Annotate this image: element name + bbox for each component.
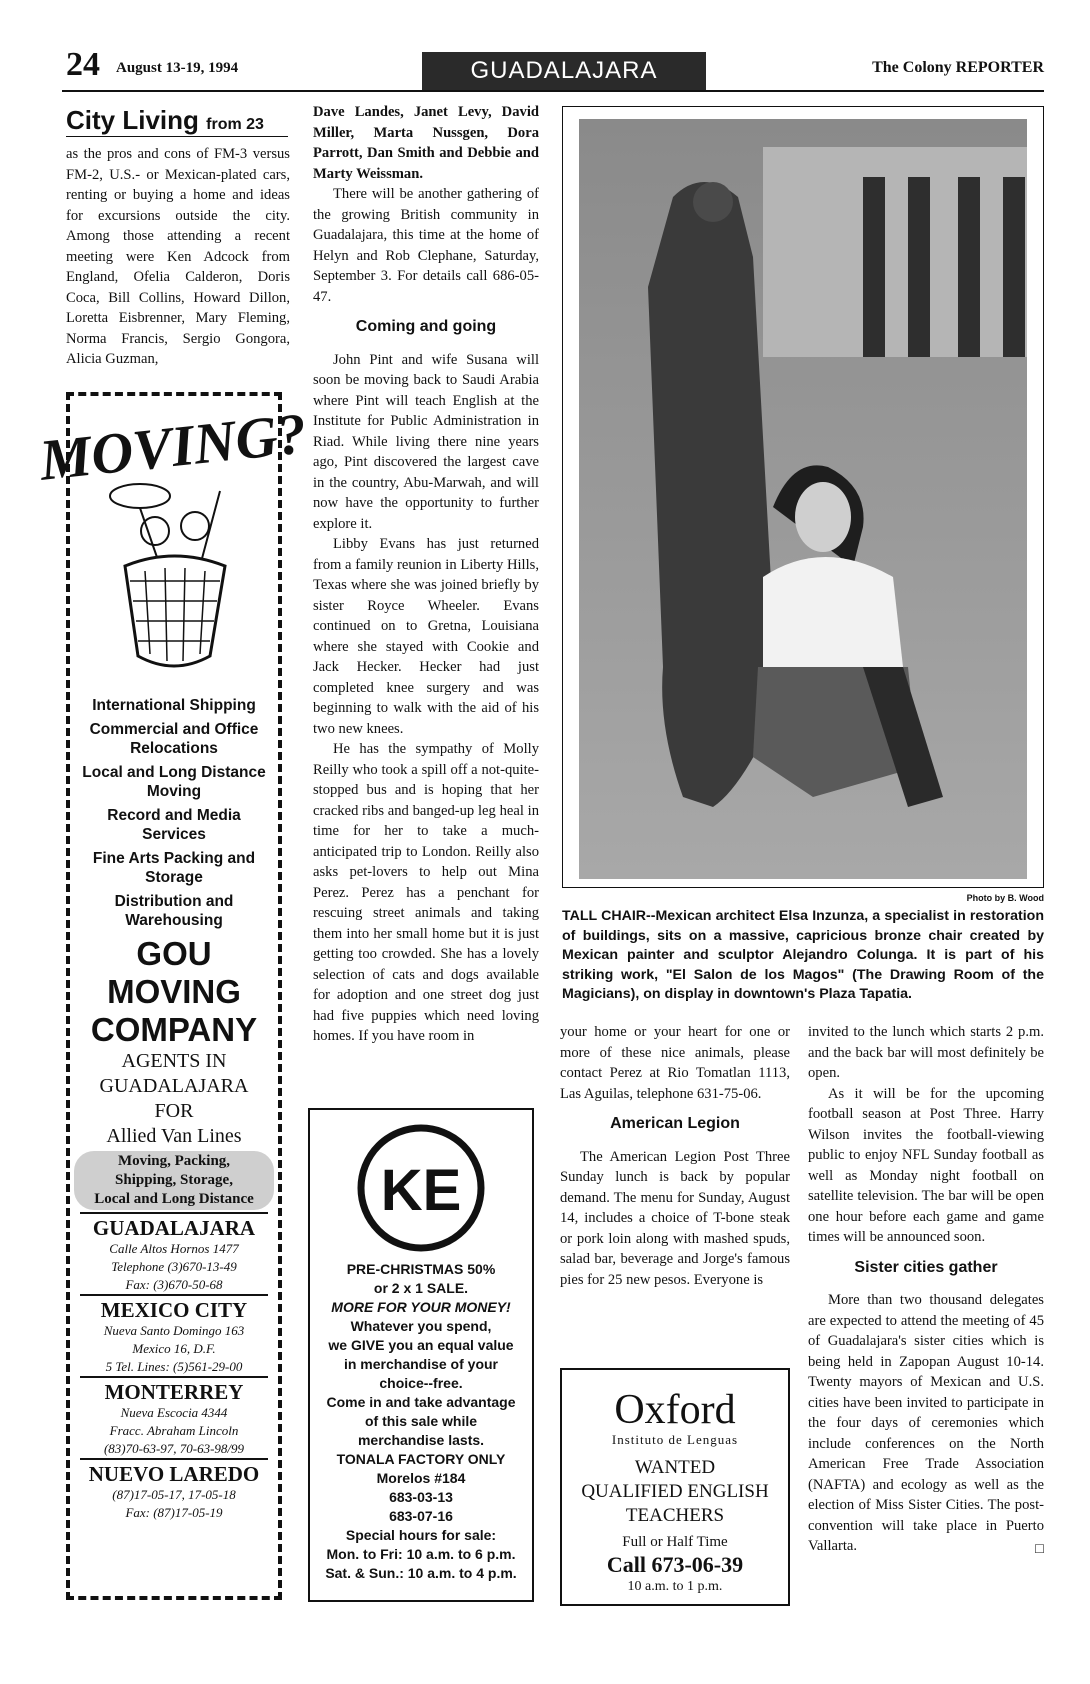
hours-line: 10 a.m. to 1 p.m. <box>627 1579 723 1594</box>
ke-logo-text: KE <box>380 1158 462 1223</box>
agents-line: AGENTS IN <box>121 1050 227 1072</box>
company-name: GOU <box>136 935 212 972</box>
header-rule <box>62 90 1044 92</box>
city-living-article <box>66 144 290 370</box>
article-paragraph: The American Legion Post Three Sunday lunch is back by popular demand. The menu for Sunday, August 14, includes a choice of T-bone steak or pork loin along with mashed spuds, salad bar, beverage and Jorge's famous pies for 25 new pesos. Everyone is <box>560 1148 790 1288</box>
moving-headline: MOVING? <box>36 400 310 493</box>
ad-line: 683-03-13 <box>389 1489 453 1505</box>
institute-name: Instituto de Lenguas <box>611 1432 739 1447</box>
office-line: Nueva Escocia 4344 <box>120 1405 228 1420</box>
agents-line: FOR <box>154 1100 194 1122</box>
subheading: Coming and going <box>355 318 497 335</box>
ke-logo <box>310 1110 532 1260</box>
ad-line: Come in and take advantage <box>326 1394 516 1410</box>
ad-line: TONALA FACTORY ONLY <box>336 1451 506 1467</box>
service-item: Fine Arts Packing and Storage <box>92 850 256 886</box>
article-paragraph: invited to the lunch which starts 2 p.m. and the back bar will most definitely be open. <box>808 1024 1044 1081</box>
time-line: Full or Half Time <box>622 1534 728 1550</box>
service-item: Record and Media Services <box>107 807 241 843</box>
ad-line: we GIVE you an equal value <box>328 1337 514 1353</box>
ad-line: MORE FOR YOUR MONEY! <box>331 1299 511 1315</box>
article-paragraph: your home or your heart for one or more of these nice animals, please contact Perez at Rio Tomatlan 1113, Las Aguilas, telephone 631-75-06. <box>560 1024 790 1102</box>
community-column <box>560 1022 790 1290</box>
article-paragraph: Dave Landes, Janet Levy, David Miller, Marta Nussgen, Dora Parrott, Dan Smith and Debbie and Marty Weissman. <box>313 104 539 182</box>
ad-line: 683-07-16 <box>389 1508 453 1524</box>
city-living-title: City Living <box>66 105 199 135</box>
ad-line: Whatever you spend, <box>350 1318 492 1334</box>
city-living-jump: from 23 <box>206 116 264 133</box>
ad-line: Mon. to Fri: 10 a.m. to 6 p.m. <box>326 1546 516 1562</box>
office-line: Calle Altos Hornos 1477 <box>109 1241 239 1256</box>
tagline-box <box>74 1151 274 1210</box>
office-city: GUADALAJARA <box>80 1212 268 1240</box>
company-name: COMPANY <box>90 1011 258 1048</box>
ke-sale-ad[interactable] <box>308 1108 534 1602</box>
oxford-institute-ad[interactable] <box>560 1368 790 1606</box>
moving-company-ad[interactable] <box>36 392 310 1600</box>
office-line: Nueva Santo Domingo 163 <box>103 1323 245 1338</box>
social-column <box>313 102 539 1047</box>
agents-line: GUADALAJARA <box>99 1075 249 1097</box>
article-paragraph: As it will be for the upcoming football season at Post Three. Harry Wilson invites the football-viewing public to enjoy NFL Sunday football as well as Monday night football on satellite television. The bar will be open one hour before each game and game times will be announced soon. <box>808 1085 1044 1245</box>
office-line: Fax: (87)17-05-19 <box>125 1505 223 1520</box>
ad-line: Sat. & Sun.: 10 a.m. to 4 p.m. <box>325 1565 517 1581</box>
photo-image <box>563 107 1043 887</box>
ad-line: or 2 x 1 SALE. <box>373 1280 469 1296</box>
moving-basket-illustration <box>36 396 310 696</box>
wanted-line: TEACHERS <box>625 1505 725 1526</box>
article-paragraph: John Pint and wife Susana will soon be moving back to Saudi Arabia where Pint will teach English at the Institute for Public Administration in Riad. While living there nine years ago, Pint discovered the largest cave in the country, Abu-Marwah, and will now have the opportunity to further explore it. <box>313 351 539 532</box>
ad-line: choice--free. <box>379 1375 463 1391</box>
office-line: (83)70-63-97, 70-63-98/99 <box>103 1441 245 1456</box>
service-item: Commercial and Office Relocations <box>89 721 259 757</box>
photo-credit: Photo by B. Wood <box>966 893 1044 903</box>
office-line: 5 Tel. Lines: (5)561-29-00 <box>105 1359 243 1374</box>
office-line: Mexico 16, D.F. <box>132 1341 216 1356</box>
wanted-line: WANTED <box>634 1457 716 1478</box>
tall-chair-photo <box>562 106 1044 888</box>
service-item: International Shipping <box>92 697 256 714</box>
events-column <box>808 1022 1044 1559</box>
issue-date: August 13-19, 1994 <box>116 60 239 76</box>
article-paragraph: More than two thousand delegates are expected to attend the meeting of 45 of Guadalajara's sister cities which is being held in Zapopan August 10-14. Twenty mayors of Mexican and U.S. cities have been invited to participate in the four days of ceremonies which include conferences on the North American Free Trade Association (NAFTA) and ecology as well as the election of Miss Sister Cities. The post-convention will take place in Puerto Vallarta. <box>808 1292 1044 1554</box>
ad-line: in merchandise of your <box>343 1356 499 1372</box>
page-number: 24 <box>66 46 100 83</box>
divider <box>66 136 288 137</box>
service-item: Local and Long Distance Moving <box>82 764 266 800</box>
article-paragraph: as the pros and cons of FM-3 versus FM-2, U.S.- or Mexican-plated cars, renting or buying a home and ideas for excursions outside the city. Among those attending a recent meeting were Ken Adcock from England, Ofelia Calderon, Doris Coca, Bill Collins, Howard Dillon, Loretta Eisbrenner, Mary Fleming, Norma Francis, Sergio Gongora, Alicia Guzman, <box>66 146 290 367</box>
article-paragraph: He has the sympathy of Molly Reilly who took a spill off a not-quite-stopped bus and is hoping that her cracked ribs and banged-up leg heal in time for her to take a much-anticipated trip to London. Reilly also asks pet-lovers to help out Mina Perez. Perez has a penchant for rescuing street animals and taking them into her small home but it is just getting too crowded. She has a lovely selection of cats and dogs available for adoption and one street dog just had five puppies which need loving homes. If you have room in <box>313 741 539 1044</box>
city-living-heading <box>66 105 264 136</box>
service-item: Distribution and Warehousing <box>114 893 234 929</box>
oxford-logo: Oxford <box>614 1387 736 1433</box>
office-city: MEXICO CITY <box>80 1294 268 1322</box>
office-line: Telephone (3)670-13-49 <box>111 1259 237 1274</box>
article-paragraph: There will be another gathering of the growing British community in Guadalajara, this time at the home of Helyn and Rob Clephane, Saturday, September 3. For details call 686-05-47. <box>313 186 539 305</box>
tagline-line: Local and Long Distance <box>94 1191 254 1207</box>
office-city: NUEVO LAREDO <box>80 1458 268 1486</box>
article-paragraph: Libby Evans has just returned from a family reunion in Liberty Hills, Texas where she was joined briefly by sister Royce Wheeler. Evans continued on to Gretna, Louisiana where she stayed with Cookie and Jack Hecker. Hecker had just completed knee surgery and was beginning to walk with the aid of his two new knees. <box>313 536 539 737</box>
photo-caption: TALL CHAIR--Mexican architect Elsa Inzunza, a specialist in restoration of buildings, sits on a massive, capricious bronze chair created by Mexican painter and sculptor Alejandro Colunga. It is part of his striking work, "El Salon de los Magos" (The Drawing Room of the Magicians), on display in downtown's Plaza Tapatia. <box>562 908 1044 1002</box>
office-line: Fracc. Abraham Lincoln <box>109 1423 239 1438</box>
office-city: MONTERREY <box>80 1376 268 1404</box>
call-line: Call 673-06-39 <box>606 1552 744 1577</box>
ad-line: Morelos #184 <box>376 1470 466 1486</box>
office-line: (87)17-05-17, 17-05-18 <box>112 1487 236 1502</box>
ad-line: PRE-CHRISTMAS 50% <box>346 1261 496 1277</box>
subheading: Sister cities gather <box>854 1258 998 1276</box>
company-name: MOVING <box>107 973 241 1010</box>
subheading: American Legion <box>610 1115 740 1132</box>
agents-line: Allied Van Lines <box>106 1125 242 1147</box>
ad-line: of this sale while <box>364 1413 478 1429</box>
ad-line: merchandise lasts. <box>357 1432 485 1448</box>
paper-name: The Colony REPORTER <box>872 59 1044 76</box>
ad-line: Special hours for sale: <box>345 1527 497 1543</box>
tagline-line: Moving, Packing, <box>117 1153 231 1169</box>
end-mark-icon: □ <box>1035 1540 1044 1557</box>
section-banner: GUADALAJARA <box>422 52 706 90</box>
tagline-line: Shipping, Storage, <box>115 1172 233 1188</box>
wanted-line: QUALIFIED ENGLISH <box>581 1481 769 1502</box>
office-line: Fax: (3)670-50-68 <box>125 1277 223 1292</box>
